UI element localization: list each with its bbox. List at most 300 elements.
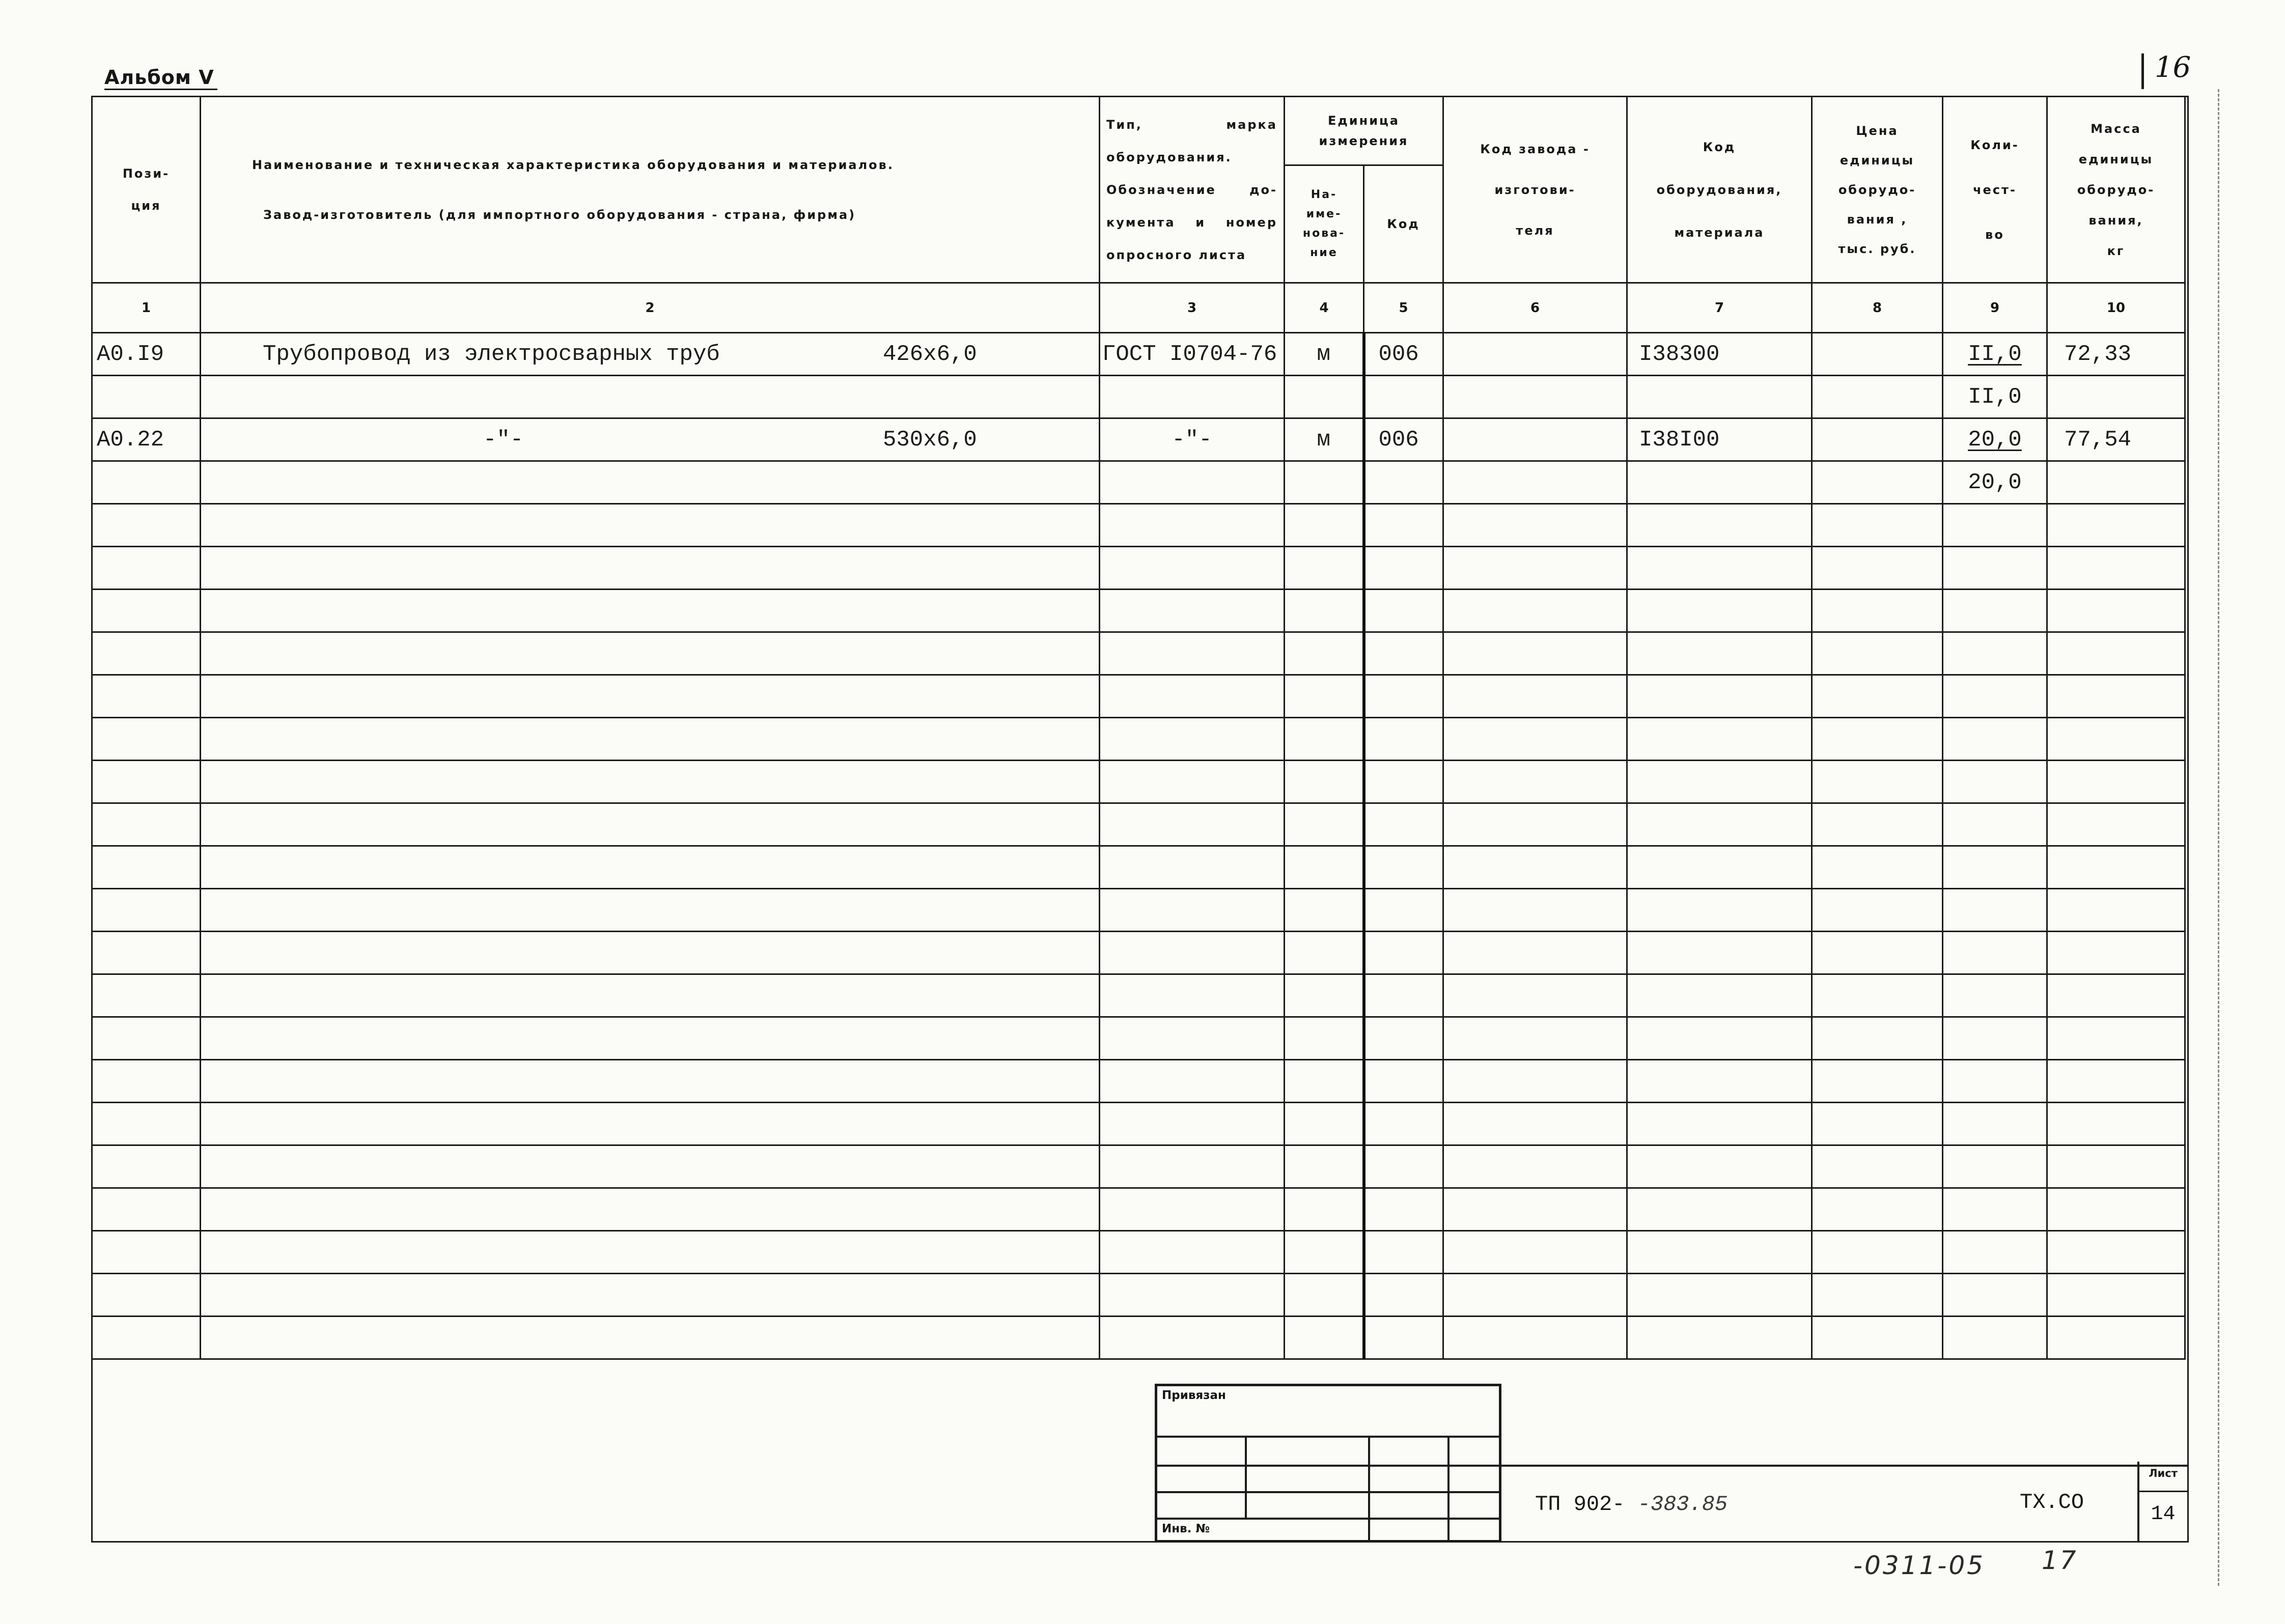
cell-quantity [1943,1145,2047,1188]
table-row [92,1231,2185,1274]
table-row [92,1017,2185,1060]
header-line: вания, [2088,213,2143,228]
cell-unit-name [1285,974,1364,1017]
cell-name [201,1103,1100,1145]
cell-equipment-code [1627,1103,1812,1145]
cell-mass [2047,1188,2185,1231]
cell-price [1812,718,1943,761]
table-row [92,1103,2185,1145]
document-code [1535,1492,1727,1517]
cell-position [92,932,201,974]
cell-quantity: 20,0 [1943,461,2047,504]
cell-equipment-code [1627,1231,1812,1274]
cell-price [1812,932,1943,974]
handwritten-code: -0311-05 [1853,1551,1985,1580]
column-number: 3 [1100,283,1285,333]
cell-mass [2047,675,2185,718]
cell-type [1100,974,1285,1017]
cell-quantity: II,0 [1943,333,2047,376]
table-row [92,846,2185,889]
cell-maker-code [1443,504,1627,547]
table-row [92,1317,2185,1359]
cell-position [92,1231,201,1274]
cell-price [1812,590,1943,632]
cell-position [92,461,201,504]
cell-equipment-code [1627,1317,1812,1359]
cell-unit-name [1285,803,1364,846]
cell-unit-code [1364,1060,1443,1103]
table-row [92,761,2185,803]
cell-equipment-code [1627,1188,1812,1231]
cell-quantity [1943,889,2047,932]
cell-quantity: II,0 [1943,376,2047,418]
cell-unit-name [1285,932,1364,974]
cell-name [201,803,1100,846]
cell-type [1100,761,1285,803]
cell-price [1812,1231,1943,1274]
cell-equipment-code [1627,1017,1812,1060]
cell-equipment-code [1627,803,1812,846]
cell-position [92,1017,201,1060]
cell-position: А0.22 [92,418,201,461]
header-line: оборудо- [1838,182,1916,197]
cell-quantity [1943,1231,2047,1274]
table-row [92,803,2185,846]
table-row [92,333,2185,376]
column-number: 9 [1943,283,2047,333]
cell-quantity [1943,803,2047,846]
cell-price [1812,1060,1943,1103]
header-line: Единица [1328,114,1400,128]
inventory-label: Инв. № [1162,1522,1210,1535]
cell-price [1812,1145,1943,1188]
cell-type [1100,846,1285,889]
cell-unit-code [1364,889,1443,932]
cell-name [201,889,1100,932]
cell-type [1100,1060,1285,1103]
header-line: теля [1516,223,1554,238]
cell-equipment-code [1627,590,1812,632]
cell-quantity [1943,1060,2047,1103]
cell-unit-code [1364,376,1443,418]
cell-unit-code [1364,504,1443,547]
column-number: 4 [1285,283,1364,333]
column-number-row [92,283,2185,333]
cell-unit-code [1364,1103,1443,1145]
cell-mass [2047,1017,2185,1060]
cell-price [1812,333,1943,376]
cell-maker-code [1443,803,1627,846]
cell-price [1812,1317,1943,1359]
cell-equipment-code [1627,461,1812,504]
cell-quantity [1943,932,2047,974]
cell-name [201,504,1100,547]
cell-mass [2047,932,2185,974]
item-size: 530х6,0 [883,427,977,453]
cell-maker-code [1443,846,1627,889]
title-block-line [1368,1436,1370,1543]
cell-type [1100,504,1285,547]
cell-quantity [1943,504,2047,547]
cell-mass [2047,718,2185,761]
header-line: Масса [2091,121,2141,136]
cell-name [201,1145,1100,1188]
cell-position [92,504,201,547]
cell-position [92,675,201,718]
cell-price [1812,1017,1943,1060]
cell-unit-code [1364,632,1443,675]
table-row [92,932,2185,974]
table-row [92,1274,2185,1317]
cell-name [201,932,1100,974]
table-row [92,1145,2185,1188]
cell-position [92,1274,201,1317]
table-row [92,974,2185,1017]
cell-price [1812,547,1943,590]
cell-price [1812,461,1943,504]
cell-unit-code [1364,761,1443,803]
cell-equipment-code [1627,1274,1812,1317]
column-number: 1 [92,283,201,333]
cell-unit-name [1285,547,1364,590]
cell-unit-code [1364,1145,1443,1188]
header-line: Коли- [1970,137,2019,152]
cell-equipment-code [1627,547,1812,590]
cell-price [1812,846,1943,889]
cell-quantity: 20,0 [1943,418,2047,461]
cell-equipment-code [1627,504,1812,547]
cell-unit-name [1285,1103,1364,1145]
header-line: единицы [1840,153,1915,167]
cell-equipment-code [1627,1145,1812,1188]
cell-name [201,974,1100,1017]
cell-mass [2047,761,2185,803]
cell-type [1100,376,1285,418]
cell-position [92,718,201,761]
cell-type [1100,1231,1285,1274]
cell-mass: 77,54 [2047,418,2185,461]
column-number: 6 [1443,283,1627,333]
cell-price [1812,504,1943,547]
cell-maker-code [1443,889,1627,932]
header-line: кумента и номер [1106,215,1277,230]
cell-quantity [1943,1103,2047,1145]
cell-mass [2047,1103,2185,1145]
header-line: оборудования, [1656,182,1782,197]
cell-price [1812,803,1943,846]
cell-quantity [1943,590,2047,632]
cell-position [92,376,201,418]
table-row [92,632,2185,675]
header-line: Обозначение до- [1106,182,1277,197]
cell-unit-name: м [1285,418,1364,461]
header-type [1100,97,1285,283]
sheet-box-line [2137,1491,2189,1492]
cell-position [92,1188,201,1231]
header-line: ция [131,198,161,213]
cell-equipment-code [1627,974,1812,1017]
cell-maker-code [1443,547,1627,590]
header-line: опросного листа [1106,247,1247,262]
cell-unit-name [1285,632,1364,675]
cell-unit-name [1285,504,1364,547]
specification-table [91,96,2186,1360]
cell-name [201,675,1100,718]
sheet-number: 14 [2151,1503,2176,1526]
cell-unit-code [1364,547,1443,590]
cell-type [1100,590,1285,632]
top-sheet-number: 16 [2155,51,2191,84]
cell-unit-code [1364,461,1443,504]
cell-type [1100,547,1285,590]
cell-name [201,1317,1100,1359]
cell-mass [2047,974,2185,1017]
header-line: Цена [1856,123,1899,138]
bound-label: Привязан [1162,1389,1226,1402]
cell-position [92,547,201,590]
cell-position [92,1145,201,1188]
table-row [92,1188,2185,1231]
cell-name [201,461,1100,504]
cell-type [1100,1145,1285,1188]
table-body [92,333,2185,1359]
title-block-line [1447,1436,1450,1543]
cell-maker-code [1443,590,1627,632]
cell-type: -"- [1100,418,1285,461]
header-line: измерения [1319,134,1409,148]
cell-name [201,1060,1100,1103]
header-line: Код [1387,217,1420,231]
cell-quantity [1943,1017,2047,1060]
header-line: оборудо- [2077,182,2155,197]
cell-type [1100,461,1285,504]
cell-type [1100,889,1285,932]
cell-unit-code [1364,590,1443,632]
corner-bar [2141,53,2144,89]
cell-unit-code [1364,1231,1443,1274]
cell-unit-name [1285,461,1364,504]
cell-equipment-code [1627,761,1812,803]
header-unit-name [1285,165,1364,283]
cell-equipment-code [1627,675,1812,718]
cell-position [92,761,201,803]
cell-name [201,376,1100,418]
cell-position [92,632,201,675]
header-line: во [1985,227,2004,242]
cell-maker-code [1443,461,1627,504]
cell-type [1100,718,1285,761]
header-line: тыс. руб. [1838,241,1916,256]
cell-equipment-code [1627,846,1812,889]
header-line: вания , [1847,212,1908,227]
cell-type [1100,1188,1285,1231]
cell-unit-code [1364,675,1443,718]
cell-position [92,1060,201,1103]
cell-unit-name [1285,761,1364,803]
header-unit [1285,97,1443,165]
cell-name [201,1188,1100,1231]
cell-mass [2047,590,2185,632]
cell-unit-code: 006 [1364,333,1443,376]
cell-maker-code [1443,418,1627,461]
cell-unit-name [1285,1274,1364,1317]
header-line: Наименование и техническая характеристика оборудования и материалов. [252,157,894,172]
column-number: 2 [201,283,1100,333]
header-line: Код [1703,139,1736,154]
cell-name [201,547,1100,590]
cell-name [201,1017,1100,1060]
cell-unit-code [1364,974,1443,1017]
cell-price [1812,761,1943,803]
header-row [92,97,2185,165]
cell-maker-code [1443,333,1627,376]
cell-maker-code [1443,974,1627,1017]
table-row [92,889,2185,932]
cell-maker-code [1443,761,1627,803]
cell-type [1100,1274,1285,1317]
cell-unit-code [1364,1188,1443,1231]
cell-price [1812,1103,1943,1145]
cell-maker-code [1443,1103,1627,1145]
cell-position [92,590,201,632]
cell-unit-name: м [1285,333,1364,376]
table-row [92,418,2185,461]
cell-name [201,718,1100,761]
cell-unit-name [1285,675,1364,718]
cell-mass [2047,1060,2185,1103]
cell-unit-name [1285,1145,1364,1188]
cell-position [92,889,201,932]
cell-mass: 72,33 [2047,333,2185,376]
handwritten-page: 17 [2042,1546,2078,1575]
cell-unit-name [1285,889,1364,932]
cell-maker-code [1443,1317,1627,1359]
cell-name [201,1231,1100,1274]
cell-unit-name [1285,1060,1364,1103]
column-number: 7 [1627,283,1812,333]
cell-equipment-code [1627,1060,1812,1103]
album-label: Альбом V [104,66,217,90]
header-equipment-code [1627,97,1812,283]
cell-mass [2047,504,2185,547]
cell-mass [2047,632,2185,675]
cell-unit-code [1364,718,1443,761]
cell-price [1812,974,1943,1017]
column-number: 10 [2047,283,2185,333]
cell-quantity [1943,846,2047,889]
cell-unit-code: 006 [1364,418,1443,461]
item-name: Трубопровод из электросварных труб [263,341,720,367]
cell-position: А0.I9 [92,333,201,376]
cell-unit-code [1364,932,1443,974]
title-block-line [1245,1436,1247,1519]
cell-unit-code [1364,1017,1443,1060]
cell-price [1812,675,1943,718]
cell-maker-code [1443,1145,1627,1188]
cell-unit-name [1285,1017,1364,1060]
header-line: изготови- [1494,182,1576,197]
cell-position [92,803,201,846]
cell-unit-name [1285,1231,1364,1274]
cell-unit-name [1285,376,1364,418]
cell-quantity [1943,547,2047,590]
cell-maker-code [1443,1060,1627,1103]
cell-unit-name [1285,718,1364,761]
cell-quantity [1943,1188,2047,1231]
header-quantity [1943,97,2047,283]
cell-unit-name [1285,1188,1364,1231]
cell-type [1100,675,1285,718]
header-price [1812,97,1943,283]
cell-equipment-code: I38300 [1627,333,1812,376]
cell-position [92,974,201,1017]
cell-type [1100,932,1285,974]
cell-equipment-code [1627,889,1812,932]
cell-unit-code [1364,846,1443,889]
table-row [92,376,2185,418]
cell-maker-code [1443,1274,1627,1317]
cell-position [92,846,201,889]
cell-maker-code [1443,1188,1627,1231]
cell-price [1812,418,1943,461]
page-edge-line [2218,89,2219,1586]
cell-mass [2047,1274,2185,1317]
table-row [92,504,2185,547]
cell-mass [2047,889,2185,932]
cell-mass [2047,1145,2185,1188]
cell-unit-code [1364,803,1443,846]
cell-unit-name [1285,590,1364,632]
column-number: 5 [1364,283,1443,333]
header-line: оборудования. [1106,150,1232,164]
header-position [92,97,201,283]
cell-quantity [1943,632,2047,675]
cell-mass [2047,547,2185,590]
cell-price [1812,632,1943,675]
header-line: име- [1306,208,1342,220]
table-row [92,547,2185,590]
cell-maker-code [1443,376,1627,418]
cell-maker-code [1443,675,1627,718]
cell-name [201,632,1100,675]
document-code-tail: -383.85 [1637,1492,1728,1517]
cell-equipment-code [1627,718,1812,761]
header-line: ние [1310,246,1338,259]
cell-name [201,1274,1100,1317]
table-row [92,718,2185,761]
cell-maker-code [1443,718,1627,761]
cell-equipment-code [1627,632,1812,675]
cell-type [1100,632,1285,675]
table-row [92,461,2185,504]
cell-type: ГОСТ I0704-76 [1100,333,1285,376]
cell-unit-code [1364,1317,1443,1359]
cell-quantity [1943,718,2047,761]
cell-equipment-code [1627,932,1812,974]
cell-maker-code [1443,1017,1627,1060]
table-row [92,675,2185,718]
header-line: Код завода - [1480,142,1590,156]
cell-equipment-code: I38I00 [1627,418,1812,461]
cell-quantity [1943,974,2047,1017]
cell-mass [2047,1231,2185,1274]
header-line: материала [1674,225,1765,240]
document-code-prefix: ТП 902- [1535,1492,1625,1517]
cell-price [1812,1188,1943,1231]
column-number: 8 [1812,283,1943,333]
cell-price [1812,376,1943,418]
header-maker-code [1443,97,1627,283]
